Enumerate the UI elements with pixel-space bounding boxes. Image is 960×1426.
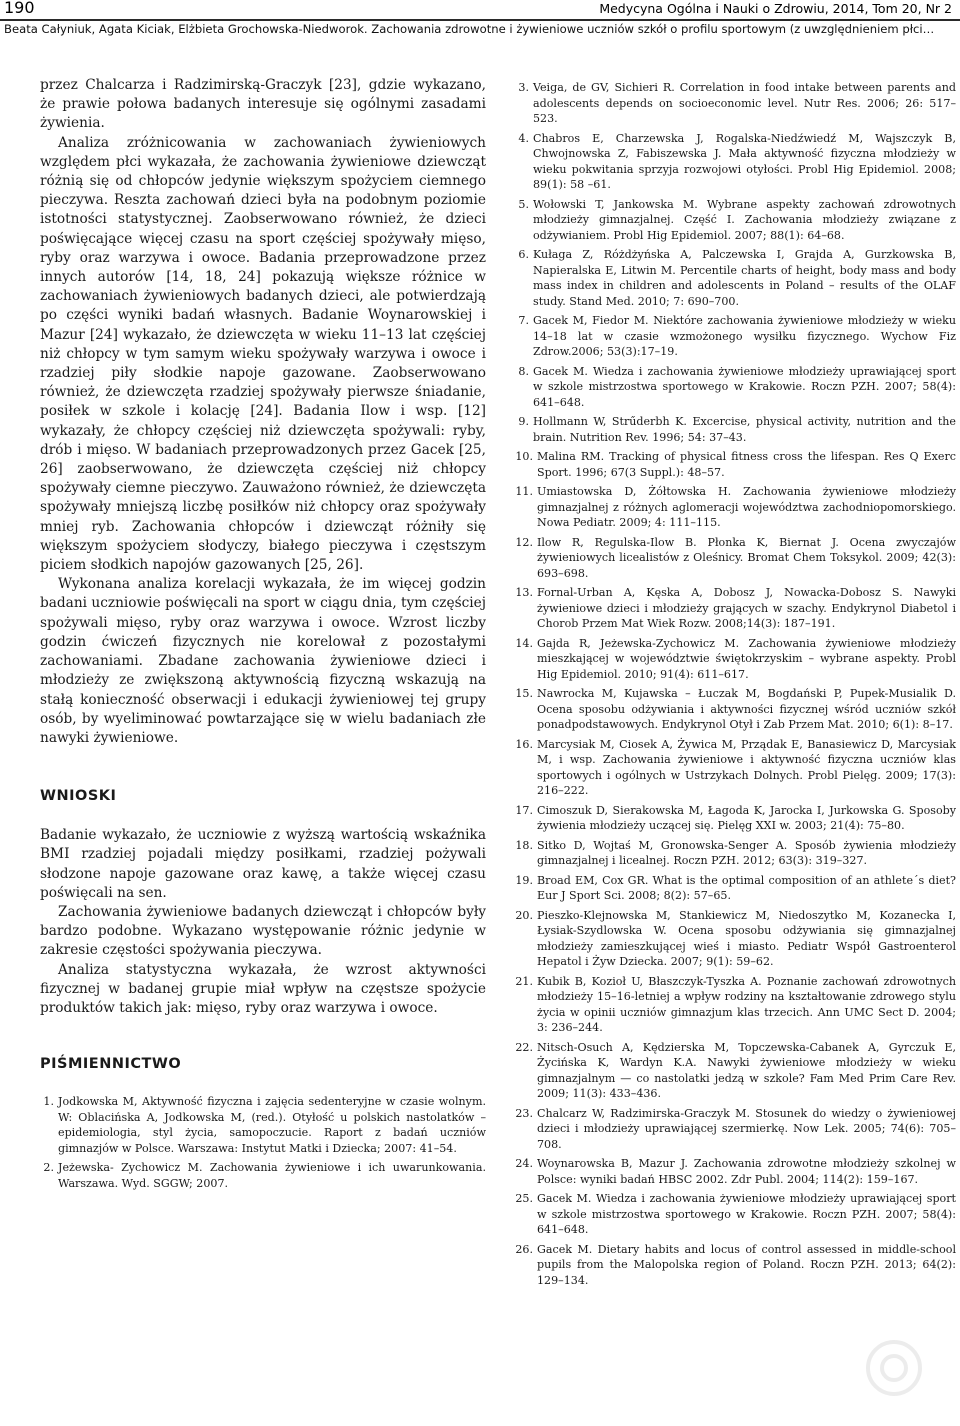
reference-item [515,737,956,799]
discussion-paragraph-1: przez Chalcarza i Radzimirską-Graczyk [23], gdzie wykazano, że prawie połowa badanych interesuje się ogólnymi zasadami żywienia. [40,77,486,132]
reference-text: Nawrocka M, Kujawska – Łuczak M, Bogdański P, Pupek-Musialik D. Ocena sposobu odżywiania i aktywności fizycznej wśród uczniów szkół ponadpodstawowych. Endykrynol Otył i Zab Przem Mat. 2010; 6(1): 8–17. [537,687,956,731]
reference-text: Jodkowska M, Aktywność fizyczna i zajęcia sedenteryjne w czasie wolnym. W: Oblacińska A, Jodkowska M, (red.). Otyłość u polskich nastolatków – epidemiologia, styl życia, samopoczucie. Raport z badań uczniów gimnazjów w Polsce. Warszawa: Instytut Matki i Dziecka; 2007: 41–54. [58,1095,486,1155]
reference-item [515,908,956,970]
reference-text: Gacek M. Wiedza i zachowania żywieniowe młodzieży uprawiającej sport w szkole mistrzostwa sportowego w Krakowie. Roczn PZH. 2007; 58(4): 641–648. [533,364,956,409]
reference-number: 7. [518,314,529,327]
reference-text: Gacek M. Wiedza i zachowania żywieniowe młodzieży uprawiającej sport w szkole mistrzostwa sportowego w Krakowie. Roczn PZH. 2007; 58(4): 641–648. [537,1192,956,1236]
reference-text: Jeżewska- Zychowicz M. Zachowania żywieniowe i ich uwarunkowania. Warszawa. Wyd. SGGW; 2007. [58,1161,486,1190]
running-title: Beata Całyniuk, Agata Kiciak, Elżbieta Grochowska-Niedworok. Zachowania zdrowotne i żywieniowe uczniów szkół o profilu sportowym (z uwzględnieniem płci… [4,22,935,36]
reference-item [515,1106,956,1153]
reference-text: Sitko D, Wojtaś M, Gronowska-Senger A. Sposób żywienia młodzieży gimnazjalnej i licealnej. Roczn PZH. 2012; 63(3): 319–327. [537,838,956,867]
reference-item [515,873,956,904]
reference-number: 26. [515,1242,533,1256]
reference-number: 21. [515,974,533,988]
reference-number: 5. [518,197,529,211]
reference-item [515,313,956,360]
references-list-right [515,80,956,1288]
reference-number: 24. [515,1157,533,1170]
reference-text: Malina RM. Tracking of physical fitness cross the lifespan. Res Q Exerc Sport. 1996; 67(3 Suppl.): 48–57. [537,450,956,479]
reference-item [515,197,956,244]
reference-number: 9. [518,415,529,428]
reference-number: 19. [515,873,533,887]
reference-number: 8. [518,364,529,378]
reference-text: Umiastowska D, Żółtowska H. Zachowania żywieniowe młodzieży gimnazjalnej z różnych aglomeracji województwa zachodniopomorskiego. Nowa Pediatr. 2009; 4: 111–115. [537,485,956,529]
reference-number: 25. [515,1192,533,1205]
reference-text: Chabros E, Charzewska J, Rogalska-Niedźwiedź M, Wajszczyk B, Chwojnowska Z, Fabiszewska J. Mała aktywność fizyczna młodzieży w wieku pokwitania sprzyja rozwojowi otyłości. Probl Hig Epidemiol. 2008; 89(1): 58 –61. [533,131,956,191]
discussion-paragraph-2: Analiza zróżnicowania w zachowaniach żywieniowych względem płci wykazała, że zachowania żywieniowe dziewcząt różnią się od chłopców jedynie większym spożyciem ciemnego pieczywa. Reszta zachowań dzieci była na podobnym poziomie istotności statystycznej. Zaobserwowano również, że dzieci poświęcające więcej czasu na sport częściej spożywały mięso, ryby oraz warzywa i owoce. Badania przeprowadzone przez innych autorów [14, 18, 24] pokazują większe różnice w zachowaniach żywieniowych badanych dzieci, ale potwierdzają po części wyniki badań własnych. Badanie Woynarowskiej i Mazur [24] wykazało, że dziewczęta w wieku 11–13 lat częściej niż chłopcy w tym samym wieku spożywały warzywa i owoce i rzadziej piły słodkie napoje gazowane. Zaobserwowano również, że dziewczęta rzadziej spożywały pierwsze śniadanie, posiłek w szkole i kolację [24]. Badania Ilow i wsp. [12] wykazały, że chłopcy częściej niż dziewczęta spożywali: ryby, drób i mięso. W badaniach przeprowadzonych przez Gacek [25, 26] zaobserwowano, że dziewczęta częściej niż chłopcy spożywały ciemne pieczywo. Zauważono również, że dziewczęta spożywały mniejszą liczbę posiłków niż chłopcy oraz spożywały mniej ryb. Zachowania chłopców i dziewcząt różniły się większym spożyciem słodyczy, białego pieczywa i częstszym piciem słodkich napojów gazowanych [25, 26]. [40,134,486,574]
reference-text: Cimoszuk D, Sierakowska M, Łagoda K, Jarocka I, Jurkowska G. Sposoby żywienia młodzieży uczącej się. Pielęg XXI w. 2003; 21(4): 75–80. [537,803,956,832]
page-header [0,0,960,40]
reference-number: 10. [515,450,533,463]
reference-item [515,803,956,834]
reference-number: 18. [515,838,533,852]
reference-number: 23. [515,1106,533,1120]
reference-number: 12. [515,535,533,549]
references-list-left [40,1094,486,1191]
reference-item [515,1191,956,1238]
reference-item [515,585,956,632]
reference-text: Ilow R, Regulska-Ilow B. Płonka K, Biernat J. Ocena zwyczajów żywieniowych licealistów z Oleśnicy. Bromat Chem Toksykol. 2009; 42(3): 693–698. [537,535,956,580]
reference-number: 20. [515,908,533,922]
reference-item [515,636,956,683]
reference-text: Gajda R, Jeżewska-Zychowicz M. Zachowania żywieniowe młodzieży mieszkającej w województwie świętokrzyskim – wybrane aspekty. Probl Hig Epidemiol. 2010; 91(4): 611–617. [537,636,956,681]
references-heading: PIŚMIENNICTWO [40,1056,182,1073]
reference-text: Veiga, de GV, Sichieri R. Correlation in food intake between parents and adolescents depends on socioeconomic level. Nutr Res. 2006; 26: 517–523. [533,81,956,125]
conclusion-paragraph-1: Badanie wykazało, że uczniowie z wyższą wartością wskaźnika BMI rzadziej pojadali między posiłkami, rzadziej pożywali słodzone napoje gazowane oraz kawę, a także więcej czasu poświęcali na sen. [40,827,486,901]
reference-item [40,1160,486,1191]
left-column [40,76,486,1195]
page-number: 190 [4,0,35,17]
reference-number: 3. [518,81,529,94]
reference-text: Gacek M, Fiedor M. Niektóre zachowania żywieniowe młodzieży w wieku 14–18 lat w czasie wzmożonego wysiłku fizycznego. Wychow Fiz Zdrow.2006; 53(3):17–19. [533,314,956,358]
reference-text: Gacek M. Dietary habits and locus of control assessed in middle-school pupils from the Malopolska region of Poland. Roczn PZH. 2013; 64(2): 129–134. [537,1242,956,1287]
discussion-paragraph-3: Wykonana analiza korelacji wykazała, że im więcej godzin badani uczniowie poświęcali na sport w ciągu dnia, tym częściej spożywali mięso, ryby oraz warzywa i owoce. Wzrost liczby godzin ćwiczeń fizycznych nie korelował z pozostałymi zachowaniami. Zbadane zachowania żywieniowe dzieci i młodzieży ze zwiększoną aktywnością fizyczną wskazują na stałą konieczność obserwacji i edukacji żywieniowej tej grupy osób, by wyeliminować powtarzające się w wielu badaniach złe nawyki żywieniowe. [40,576,486,746]
conclusion-paragraph-3: Analiza statystyczna wykazała, że wzrost aktywności fizycznej w badanej grupie miał wpływ na częstsze spożycie produktów takich jak: mięso, ryby oraz warzywa i owoce. [40,961,486,1016]
reference-item [515,449,956,480]
reference-text: Wołowski T, Jankowska M. Wybrane aspekty zachowań zdrowotnych młodzieży gimnazjalnej. Część I. Zachowania młodzieży związane z odżywianiem. Probl Hig Epidemiol. 2007; 88(1): 64–68. [533,197,956,242]
watermark-logo-icon [864,1338,924,1398]
reference-item [515,1156,956,1187]
reference-item [515,1040,956,1102]
reference-item [515,364,956,411]
reference-number: 1. [43,1095,54,1109]
reference-number: 14. [515,636,533,650]
reference-item [515,535,956,582]
journal-title: Medycyna Ogólna i Nauki o Zdrowiu, 2014, Tom 20, Nr 2 [599,1,952,16]
reference-item [40,1094,486,1156]
reference-number: 17. [515,803,533,817]
reference-item [515,686,956,733]
reference-text: Kułaga Z, Różdżyńska A, Palczewska I, Grajda A, Gurzkowska B, Napieralska E, Litwin M. Percentile charts of height, body mass and body mass index in children and adolescents in Poland – results of the OLAF study. Stand Med. 2010; 7: 690–700. [533,248,956,308]
reference-item [515,484,956,531]
reference-number: 11. [515,485,533,498]
reference-item [515,80,956,127]
reference-number: 13. [515,586,533,599]
reference-text: Kubik B, Kozioł U, Błaszczyk-Tyszka A. Poznanie zachowań zdrowotnych młodzieży 15–16-letniej a wpływ rodziny na kształtowanie zdrowego stylu życia w opinii uczniów gimnazjum klas trzecich. Ann UMC Sect D. 2004; 3: 236–244. [537,974,956,1034]
reference-number: 6. [518,248,529,261]
reference-text: Fornal-Urban A, Kęska A, Dobosz J, Nowacka-Dobosz S. Nawyki żywieniowe dzieci i młodzieży grających w szachy. Endykrynol Diabetol i Chorob Przem Mat Wiek Rozw. 2008;14(3): 187–191. [537,586,956,630]
reference-number: 4. [518,131,529,145]
reference-item [515,1242,956,1289]
conclusion-paragraph-2: Zachowania żywieniowe badanych dziewcząt i chłopców były bardzo podobne. Wykazano występowanie różnic jedynie w zakresie częstości spożywania pieczywa. [40,903,486,959]
reference-item [515,974,956,1036]
reference-item [515,414,956,445]
header-rule [0,19,960,21]
reference-text: Woynarowska B, Mazur J. Zachowania zdrowotne młodzieży szkolnej w Polsce: wyniki badań HBSC 2002. Zdr Publ. 2004; 114(2): 159–167. [537,1157,956,1186]
reference-text: Broad EM, Cox GR. What is the optimal composition of an athlete´s diet? Eur J Sport Sci. 2008; 8(2): 57–65. [537,873,956,902]
reference-text: Pieszko-Klejnowska M, Stankiewicz M, Niedoszytko M, Kozanecka I, Łysiak-Szydlowska W. Ocena sposobu odżywiania się gimnazjalnej młodzieży zamieszkującej wieś i miasto. Pediatr Współ Gastroenterol Hepatol i Żyw Dziecka. 2007; 9(1): 59–62. [537,908,956,968]
conclusions-heading: WNIOSKI [40,788,117,805]
reference-item [515,247,956,309]
reference-number: 22. [515,1040,533,1054]
reference-text: Hollmann W, Strűderbh K. Excercise, physical activity, nutrition and the brain. Nutrition Rev. 1996; 54: 37–43. [533,415,956,444]
reference-item [515,131,956,193]
reference-number: 2. [43,1161,54,1175]
reference-text: Chalcarz W, Radzimirska-Graczyk M. Stosunek do wiedzy o żywieniowej dzieci i młodzieży uprawiającej szermierkę. Now Lek. 2005; 74(6): 705–708. [537,1106,956,1151]
reference-number: 15. [515,687,533,700]
reference-text: Nitsch-Osuch A, Kędzierska M, Topczewska-Cabanek A, Gyrczuk E, Życińska K, Wardyn K.A. Nawyki żywieniowe młodzieży w wieku gimnazjalnym — co nastolatki jedzą w szkole? Fam Med Prim Care Rev. 2009; 11(3): 433–436. [537,1040,956,1100]
reference-item [515,838,956,869]
reference-text: Marcysiak M, Ciosek A, Żywica M, Prządak E, Banasiewicz D, Marcysiak M, i wsp. Zachowania żywieniowe i aktywność fizyczna uczniów klas sportowych i ogólnych w Ustrzykach Dolnych. Probl Pielęg. 2009; 17(3): 216–222. [537,737,956,797]
right-column [515,80,956,1292]
reference-number: 16. [515,737,533,751]
